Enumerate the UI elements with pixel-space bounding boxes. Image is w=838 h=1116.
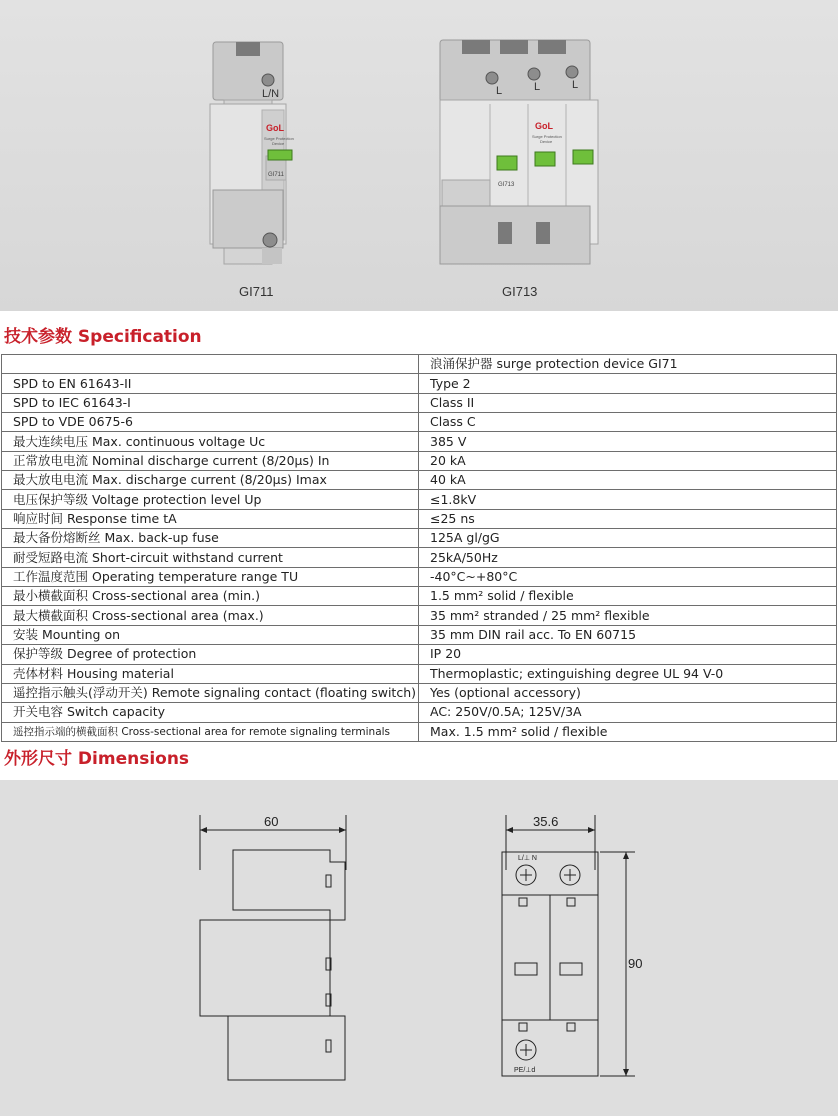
dimensions-panel	[0, 780, 838, 1116]
specification-heading: 技术参数 Specification	[4, 327, 202, 347]
table-cell-label: 耐受短路电流 Short-circuit withstand current	[2, 548, 419, 567]
gi713-device	[440, 40, 598, 264]
table-cell-label: 最大放电电流 Max. discharge current (8/20μs) Imax	[2, 471, 419, 490]
table-row	[2, 722, 837, 741]
table-cell-label: 安装 Mounting on	[2, 625, 419, 644]
table-row	[2, 490, 837, 509]
table-cell-value: AC: 250V/0.5A; 125V/3A	[419, 703, 837, 722]
table-cell-label	[2, 355, 419, 374]
table-cell-label: 壳体材料 Housing material	[2, 664, 419, 683]
table-cell-label: 遥控指示端的横截面积 Cross-sectional area for remote signaling terminals	[2, 722, 419, 741]
table-cell-value: 浪涌保护器 surge protection device GI71	[419, 355, 837, 374]
table-cell-value: Class II	[419, 393, 837, 412]
table-cell-value: -40°C~+80°C	[419, 567, 837, 586]
table-cell-value: 35 mm² stranded / 25 mm² flexible	[419, 606, 837, 625]
table-cell-label: SPD to EN 61643-II	[2, 374, 419, 393]
table-cell-label: 最大横截面积 Cross-sectional area (max.)	[2, 606, 419, 625]
table-cell-value: Max. 1.5 mm² solid / flexible	[419, 722, 837, 741]
table-cell-value: ≤1.8kV	[419, 490, 837, 509]
product-illustration	[0, 0, 838, 311]
gi713-model: GI713	[498, 182, 515, 188]
gi711-device	[210, 42, 292, 264]
table-cell-label: 开关电容 Switch capacity	[2, 703, 419, 722]
side-view-bottom-body	[228, 1016, 345, 1080]
gi713-terminal-label-3: L	[572, 79, 579, 91]
side-view-middle-body	[200, 920, 330, 1016]
table-cell-value: Thermoplastic; extinguishing degree UL 94 V-0	[419, 664, 837, 683]
table-row	[2, 374, 837, 393]
dimension-drawing	[0, 780, 838, 1116]
bottom-terminal-label: PE/⊥d	[514, 1067, 536, 1074]
table-row	[2, 355, 837, 374]
table-row	[2, 645, 837, 664]
table-row	[2, 509, 837, 528]
table-cell-value: 25kA/50Hz	[419, 548, 837, 567]
gi711-subtitle-line1: Surge Protection	[264, 136, 294, 141]
table-row	[2, 451, 837, 470]
table-row	[2, 587, 837, 606]
table-cell-label: 最大备份熔断丝 Max. back-up fuse	[2, 529, 419, 548]
table-row	[2, 393, 837, 412]
gi713-subtitle-line2: Device	[540, 139, 553, 144]
table-cell-value: 35 mm DIN rail acc. To EN 60715	[419, 625, 837, 644]
gi713-subtitle-line1: Surge Protection	[532, 134, 562, 139]
table-row	[2, 625, 837, 644]
side-view-top-body	[233, 850, 345, 920]
gi713-brand: GoL	[535, 121, 553, 131]
table-cell-value: ≤25 ns	[419, 509, 837, 528]
gi711-caption: GI711	[239, 284, 274, 299]
table-cell-value: 385 V	[419, 432, 837, 451]
table-cell-value: Yes (optional accessory)	[419, 683, 837, 702]
front-width-value: 35.6	[533, 814, 559, 829]
table-cell-value: Class C	[419, 413, 837, 432]
table-cell-label: 响应时间 Response time tA	[2, 509, 419, 528]
height-value: 90	[628, 956, 643, 971]
table-cell-label: SPD to VDE 0675-6	[2, 413, 419, 432]
gi711-terminal-label: L/N	[262, 88, 280, 100]
table-cell-label: 正常放电电流 Nominal discharge current (8/20μs) In	[2, 451, 419, 470]
gi711-model: GI711	[268, 172, 284, 178]
table-cell-label: 最小横截面积 Cross-sectional area (min.)	[2, 587, 419, 606]
gi711-brand: GoL	[266, 123, 284, 133]
side-width-value: 60	[264, 814, 279, 829]
table-cell-value: IP 20	[419, 645, 837, 664]
table-cell-value: 20 kA	[419, 451, 837, 470]
table-row	[2, 413, 837, 432]
product-photo-panel	[0, 0, 838, 311]
table-row	[2, 606, 837, 625]
gi711-subtitle-line2: Device	[272, 141, 285, 146]
table-cell-label: 电压保护等级 Voltage protection level Up	[2, 490, 419, 509]
table-row	[2, 529, 837, 548]
table-row	[2, 432, 837, 451]
gi713-terminal-label-2: L	[534, 81, 541, 93]
table-row	[2, 703, 837, 722]
table-cell-label: 保护等级 Degree of protection	[2, 645, 419, 664]
table-cell-value: 125A gl/gG	[419, 529, 837, 548]
top-terminal-labels: L/⊥ N	[518, 855, 537, 862]
table-row	[2, 548, 837, 567]
table-row	[2, 664, 837, 683]
table-cell-label: 工作温度范围 Operating temperature range TU	[2, 567, 419, 586]
table-cell-value: Type 2	[419, 374, 837, 393]
table-cell-label: SPD to IEC 61643-I	[2, 393, 419, 412]
dimensions-heading: 外形尺寸 Dimensions	[4, 749, 190, 769]
table-cell-value: 1.5 mm² solid / flexible	[419, 587, 837, 606]
table-row	[2, 683, 837, 702]
table-row	[2, 471, 837, 490]
table-cell-value: 40 kA	[419, 471, 837, 490]
table-row	[2, 567, 837, 586]
table-cell-label: 最大连续电压 Max. continuous voltage Uc	[2, 432, 419, 451]
table-cell-label: 遥控指示触头(浮动开关) Remote signaling contact (floating switch)	[2, 683, 419, 702]
specification-table	[1, 354, 837, 742]
gi713-terminal-label-1: L	[496, 85, 503, 97]
gi713-caption: GI713	[502, 284, 538, 299]
